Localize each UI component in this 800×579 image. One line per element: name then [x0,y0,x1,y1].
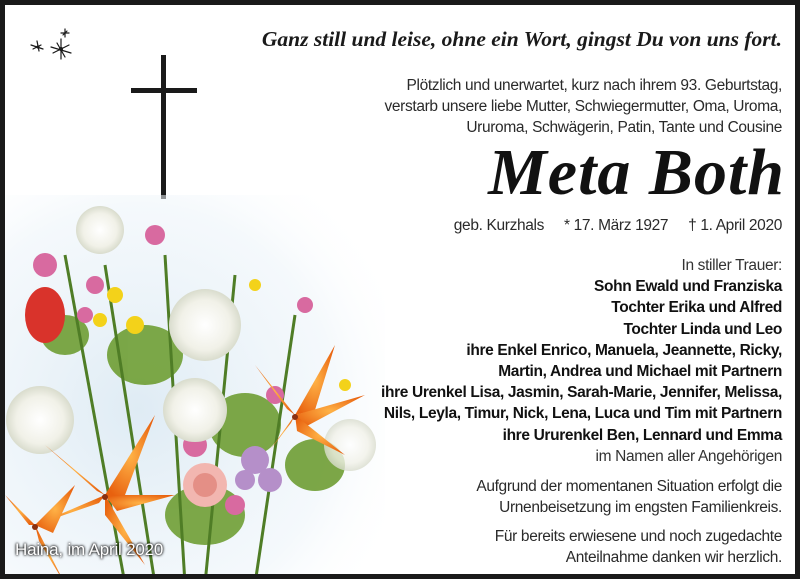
flower-bouquet-image [5,195,385,579]
mourner-line: Nils, Leyla, Timur, Nick, Lena, Luca und Tim mit Partnern [383,405,782,423]
burial-notice [365,477,782,518]
notice-line: Urnenbeisetzung im engsten Familienkreis. [499,498,782,516]
mourner-line: Tochter Linda und Leo [623,320,782,338]
mourners-footer: im Namen aller Angehörigen [595,447,782,465]
intro-line: verstarb unsere liebe Mutter, Schwiegermutter, Oma, Uroma, [384,98,782,115]
mourners-list [365,255,782,467]
thanks-line: Für bereits erwiesene und noch zugedachte [494,528,782,545]
thanks-text [365,527,782,568]
notice-line: Aufgrund der momentanen Situation erfolgt die [476,478,782,495]
birth-date: * 17. März 1927 [563,217,669,234]
intro-line: Plötzlich und unerwartet, kurz nach ihrem 93. Geburtstag, [406,77,782,94]
mourner-line: Sohn Ewald und Franziska [594,278,782,296]
mourner-line: Martin, Andrea und Michael mit Partnern [498,363,782,381]
birth-name: geb. Kurzhals [453,217,545,234]
mourner-line: ihre Ururenkel Ben, Lennard und Emma [502,426,782,444]
deceased-name: Meta Both [488,136,785,209]
motto-verse: Ganz still und leise, ohne ein Wort, gingst Du von uns fort. [261,27,782,51]
mourner-line: ihre Enkel Enrico, Manuela, Jeannette, Ricky, [466,341,782,359]
life-dates [385,217,782,235]
cross-icon [131,55,197,199]
intro-line: Ururoma, Schwägerin, Patin, Tante und Cousine [466,119,782,136]
mourner-line: ihre Urenkel Lisa, Jasmin, Sarah-Marie, Jennifer, Melissa, [381,384,782,402]
thanks-line: Anteilnahme danken wir herzlich. [565,548,782,566]
mourner-line: Tochter Erika und Alfred [611,299,782,317]
death-date: † 1. April 2020 [688,217,782,234]
place-date-caption: Haina, im April 2020 [15,540,164,559]
intro-text [345,75,782,138]
mourners-heading: In stiller Trauer: [681,257,782,274]
flourish-icon [27,27,77,63]
